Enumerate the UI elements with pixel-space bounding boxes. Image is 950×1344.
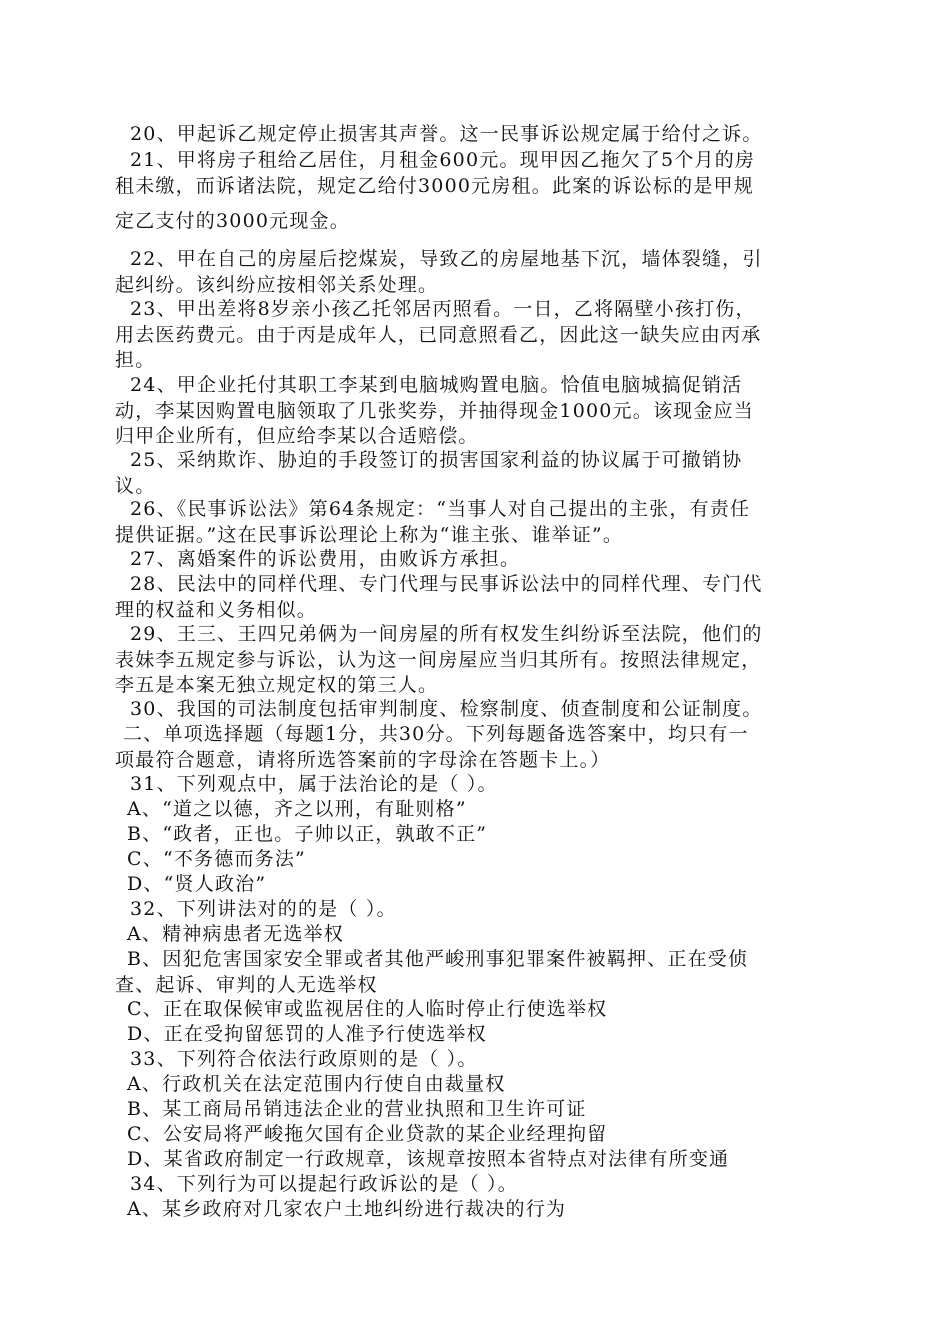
text-line: 项最符合题意，请将所选答案前的字母涂在答题卡上。） <box>115 748 611 771</box>
statement-28 <box>115 572 835 623</box>
question-34 <box>115 1172 835 1198</box>
text-line: 提供证据。”这在民事诉讼理论上称为“谁主张、谁举证”。 <box>115 523 624 546</box>
text-line: 29、王三、王四兄弟俩为一间房屋的所有权发生纠纷诉至法院，他们的 <box>130 623 763 645</box>
text-line: 21、甲将房子租给乙居住，月租金600元。现甲因乙拖欠了5个月的房 <box>130 149 756 171</box>
text-line: 担。 <box>115 349 156 371</box>
statement-27 <box>115 547 835 573</box>
text-line: 25、采纳欺诈、胁迫的手段签订的损害国家利益的协议属于可撤销协 <box>130 449 743 471</box>
text-line: A、某乡政府对几家农户土地纠纷进行裁决的行为 <box>127 1198 567 1220</box>
option-31-a <box>115 797 835 823</box>
option-31-d <box>115 872 835 898</box>
text-line: D、“贤人政治” <box>127 873 267 895</box>
text-line: 二、单项选择题（每题1分，共30分。下列每题备选答案中，均只有一 <box>123 723 749 745</box>
statement-30 <box>115 697 835 723</box>
question-33 <box>115 1047 835 1073</box>
text-line: 查、起诉、审判的人无选举权 <box>115 973 378 996</box>
statement-22 <box>115 247 835 298</box>
statement-24 <box>115 373 835 450</box>
option-31-c <box>115 847 835 873</box>
option-33-c <box>115 1122 835 1148</box>
text-line: 起纠纷。该纠纷应按相邻关系处理。 <box>115 273 439 296</box>
statement-20 <box>115 122 835 148</box>
option-32-d <box>115 1022 835 1048</box>
text-line: 定乙支付的3000元现金。 <box>115 210 350 232</box>
text-line: D、某省政府制定一行政规章，该规章按照本省特点对法律有所变通 <box>127 1148 730 1170</box>
statement-23 <box>115 297 835 374</box>
text-line: 28、民法中的同样代理、专门代理与民事诉讼法中的同样代理、专门代 <box>130 573 763 595</box>
text-line: C、正在取保候审或监视居住的人临时停止行使选举权 <box>127 998 608 1020</box>
text-line: 李五是本案无独立规定权的第三人。 <box>115 674 439 696</box>
text-line: A、精神病患者无选举权 <box>127 923 344 945</box>
statement-29 <box>115 622 835 699</box>
text-line: 30、我国的司法制度包括审判制度、检察制度、侦查制度和公证制度。 <box>130 698 763 720</box>
text-line: C、公安局将严峻拖欠国有企业贷款的某企业经理拘留 <box>127 1123 608 1145</box>
section-heading <box>115 722 835 773</box>
text-line: 议。 <box>115 474 156 497</box>
option-32-b <box>115 947 835 998</box>
option-34-a <box>115 1197 835 1223</box>
question-32 <box>115 897 835 923</box>
text-line: C、“不务德而务法” <box>127 848 306 870</box>
option-32-c <box>115 997 835 1023</box>
text-line: 32、下列讲法对的的是（ ）。 <box>130 898 397 920</box>
text-line: 归甲企业所有，但应给李某以合适赔偿。 <box>115 425 479 447</box>
text-line: 24、甲企业托付其职工李某到电脑城购置电脑。恰值电脑城搞促销活 <box>130 374 743 396</box>
text-line: 理的权益和义务相似。 <box>115 598 318 621</box>
text-line: 33、下列符合依法行政原则的是（ ）。 <box>130 1048 478 1070</box>
text-line: B、“政者，正也。子帅以正，孰敢不正” <box>127 823 488 845</box>
option-32-a <box>115 922 835 948</box>
statement-21 <box>115 148 835 235</box>
option-31-b <box>115 822 835 848</box>
text-line: 动，李某因购置电脑领取了几张奖券，并抽得现金1000元。该现金应当 <box>115 399 754 422</box>
text-line: B、因犯危害国家安全罪或者其他严峻刑事犯罪案件被羁押、正在受侦 <box>127 948 749 970</box>
text-line: 租未缴，而诉诸法院，规定乙给付3000元房租。此案的诉讼标的是甲规 <box>115 174 754 197</box>
text-line: A、行政机关在法定范围内行使自由裁量权 <box>127 1073 506 1095</box>
option-33-b <box>115 1097 835 1123</box>
option-33-a <box>115 1072 835 1098</box>
text-line: 用去医药费元。由于丙是成年人，已同意照看乙，因此这一缺失应由丙承 <box>115 323 762 346</box>
text-line: 23、甲出差将8岁亲小孩乙托邻居丙照看。一日，乙将隔壁小孩打伤， <box>130 298 756 320</box>
text-line: 表妹李五规定参与诉讼，认为这一间房屋应当归其所有。按照法律规定， <box>115 648 762 671</box>
text-line: 20、甲起诉乙规定停止损害其声誉。这一民事诉讼规定属于给付之诉。 <box>130 123 763 145</box>
text-line: 34、下列行为可以提起行政诉讼的是（ ）。 <box>130 1173 518 1195</box>
text-line: 31、下列观点中，属于法治论的是（ ）。 <box>130 773 498 795</box>
text-line: 26、《民事诉讼法》第64条规定：“当事人对自己提出的主张，有责任 <box>130 498 751 520</box>
question-31 <box>115 772 835 798</box>
text-line: 22、甲在自己的房屋后挖煤炭，导致乙的房屋地基下沉，墙体裂缝，引 <box>130 248 763 270</box>
text-line: A、“道之以德，齐之以刑，有耻则格” <box>127 798 467 820</box>
option-33-d <box>115 1147 835 1173</box>
text-line: 27、离婚案件的诉讼费用，由败诉方承担。 <box>130 548 521 570</box>
text-line: D、正在受拘留惩罚的人准予行使选举权 <box>127 1023 487 1045</box>
text-line: B、某工商局吊销违法企业的营业执照和卫生许可证 <box>127 1098 587 1120</box>
statement-25 <box>115 448 835 499</box>
statement-26 <box>115 497 835 548</box>
